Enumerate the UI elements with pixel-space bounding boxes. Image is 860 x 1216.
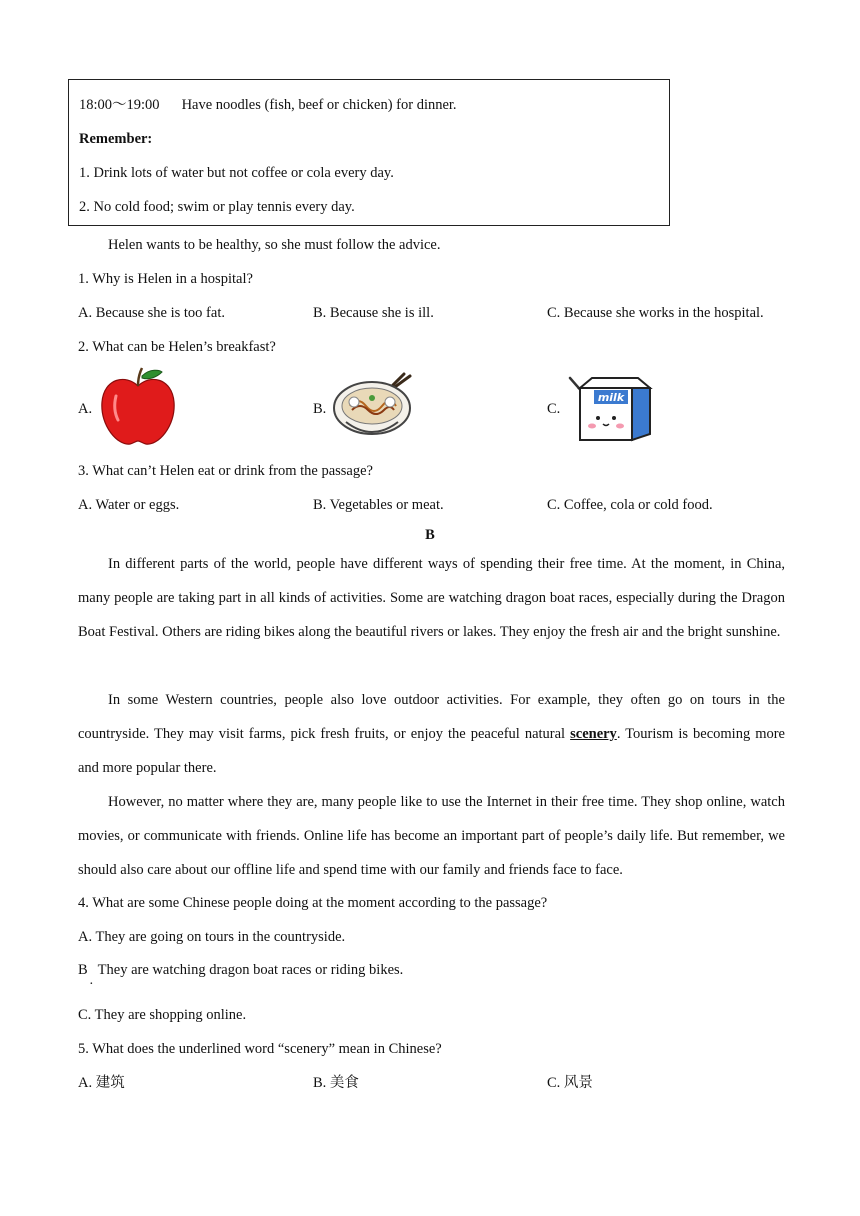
q2-option-c: C. bbox=[547, 401, 561, 417]
milk-carton-icon bbox=[566, 374, 654, 444]
q1-option-b: B. Because she is ill. bbox=[313, 305, 434, 321]
q1-option-c: C. Because she works in the hospital. bbox=[547, 305, 764, 321]
q1-option-a: A. Because she is too fat. bbox=[78, 305, 225, 321]
question-5: 5. What does the underlined word “scenery” mean in Chinese? bbox=[78, 1041, 442, 1057]
apple-icon bbox=[96, 366, 180, 448]
q4-option-b bbox=[78, 961, 403, 979]
rule-2: 2. No cold food; swim or play tennis every day. bbox=[79, 199, 355, 215]
q4-option-b-letter: B bbox=[78, 962, 88, 978]
schedule-text: Have noodles (fish, beef or chicken) for dinner. bbox=[181, 97, 457, 113]
schedule-box bbox=[68, 79, 670, 226]
noodle-bowl-icon bbox=[332, 372, 416, 444]
q5-option-b: B. 美食 bbox=[313, 1075, 359, 1091]
q3-option-c: C. Coffee, cola or cold food. bbox=[547, 497, 713, 513]
remember-heading: Remember: bbox=[79, 131, 153, 147]
section-b-heading: B bbox=[425, 527, 435, 543]
question-4: 4. What are some Chinese people doing at the moment according to the passage? bbox=[78, 895, 548, 911]
q5-option-a: A. 建筑 bbox=[78, 1075, 125, 1091]
passage-paragraph-3: However, no matter where they are, many people like to use the Internet in their free time. They shop online, watch movies, or communicate with friends. Online life has become an important part of people’s daily life. But remember, we should also care about our offline life and spend time with our family and friends face to face. bbox=[78, 794, 785, 878]
q4-option-b-text: They are watching dragon boat races or riding bikes. bbox=[97, 962, 404, 978]
passage-paragraph-2 bbox=[78, 683, 785, 785]
schedule-time: 18:00～19:00 bbox=[79, 97, 160, 113]
q2-option-a: A. bbox=[78, 401, 93, 417]
underlined-word-scenery: scenery bbox=[570, 726, 617, 742]
passage-paragraph-1: In different parts of the world, people have different ways of spending their free time. At the moment, in China, many people are taking part in all kinds of activities. Some are watching dragon boat races, especially during the Dragon Boat Festival. Others are riding bikes along the beautiful rivers or lakes. They enjoy the fresh air and the bright sunshine. bbox=[78, 556, 785, 640]
question-2: 2. What can be Helen’s breakfast? bbox=[78, 339, 276, 355]
question-1: 1. Why is Helen in a hospital? bbox=[78, 271, 253, 287]
q4-option-a: A. They are going on tours in the countryside. bbox=[78, 929, 346, 945]
helen-sentence: Helen wants to be healthy, so she must follow the advice. bbox=[108, 237, 441, 253]
q3-option-b: B. Vegetables or meat. bbox=[313, 497, 444, 513]
q4-option-c: C. They are shopping online. bbox=[78, 1007, 247, 1023]
milk-label: milk bbox=[597, 391, 625, 404]
question-3: 3. What can’t Helen eat or drink from the passage? bbox=[78, 463, 373, 479]
p2-before: In some Western countries, people also love outdoor activities. For example, they often go on tours in the countryside. They may visit farms, pick fresh fruits, or enjoy the peaceful natural bbox=[78, 692, 785, 742]
q2-option-b: B. bbox=[313, 401, 327, 417]
rule-1: 1. Drink lots of water but not coffee or cola every day. bbox=[79, 165, 394, 181]
schedule-line bbox=[79, 96, 457, 114]
decorative-dot: · bbox=[89, 977, 94, 992]
q3-option-a: A. Water or eggs. bbox=[78, 497, 180, 513]
q5-option-c: C. 风景 bbox=[547, 1075, 593, 1091]
p2-after: . Tourism is becoming more and more popular there. bbox=[78, 726, 785, 776]
